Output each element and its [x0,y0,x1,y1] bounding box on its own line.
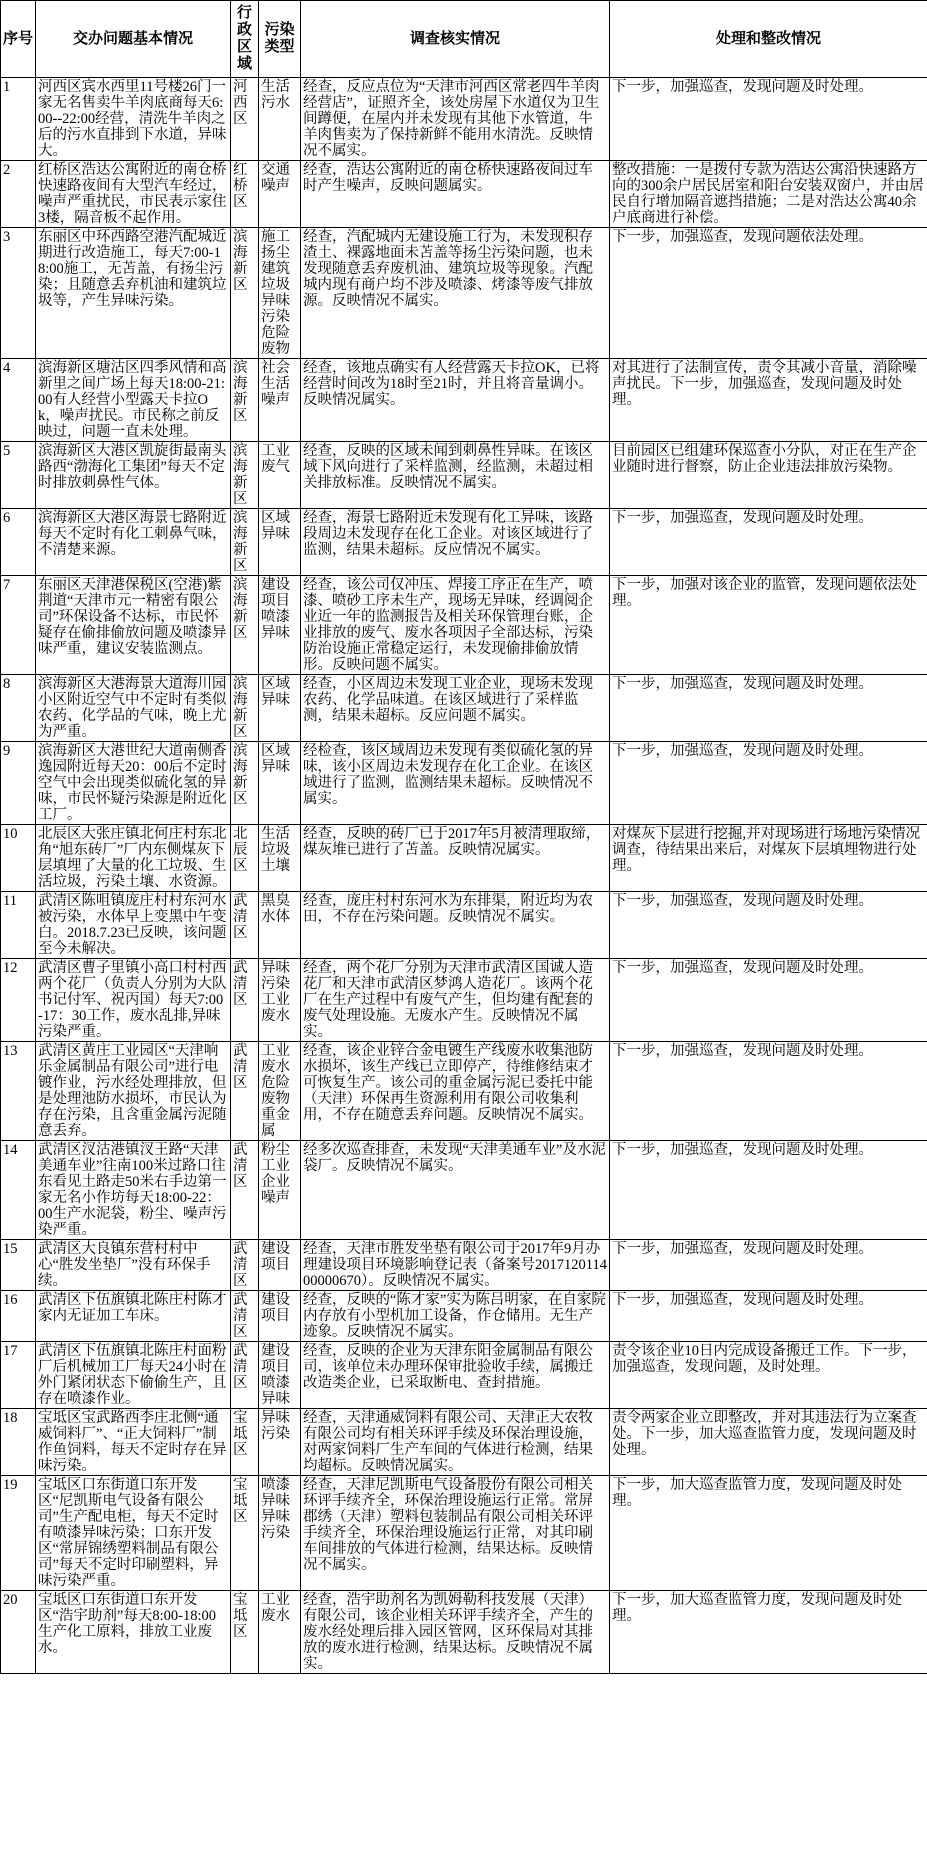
cell-serial: 7 [1,576,36,675]
cell-region: 北辰区 [231,825,259,892]
cell-investigation: 经查，天津通威饲料有限公司、天津正大农牧有限公司均有相关环评手续及环保治理设施，对两家饲料厂生产车间的气体进行检测，结果均超标。反映情况属实。 [301,1409,610,1476]
cell-investigation: 经查，该地点确实有人经营露天卡拉OK，已将经营时间改为18时至21时，并且将音量调小。反映情况属实。 [301,359,610,442]
cell-region: 宝坻区 [231,1591,259,1674]
cell-serial: 13 [1,1042,36,1141]
cell-investigation: 经查，天津尼凯斯电气设备股份有限公司相关环评手续齐全，环保治理设施运行正常。常屏郡绣（天津）塑料包装制品有限公司相关环评手续齐全，环保治理设施运行正常，对其印刷车间排放的气体进行检测，结果达标。反映情况不属实。 [301,1476,610,1591]
cell-region: 滨海新区 [231,576,259,675]
cell-investigation: 经查，该企业锌合金电镀生产线废水收集池防水损坏，该生产线已立即停产，待维修结束才可恢复生产。该公司的重金属污泥已委托中能（天津）环保再生资源利用有限公司收集利用，不存在随意丢弃问题。反映情况不属实。 [301,1042,610,1141]
cell-investigation: 经查，小区周边未发现工业企业，现场未发现农药、化学品味道。在该区域进行了采样监测，结果未超标。反应问题不属实。 [301,675,610,742]
cell-issue: 滨海新区大港海景大道海川园小区附近空气中不定时有类似农药、化学品的气味，晚上尤为严重。 [36,675,231,742]
cell-region: 红桥区 [231,161,259,228]
cell-action: 下一步，加强巡查，发现问题及时处理。 [610,509,927,576]
table-row [1,1342,927,1409]
cell-issue: 滨海新区大港区海景七路附近每天不定时有化工刺鼻气味，不清楚来源。 [36,509,231,576]
col-header-issue: 交办问题基本情况 [36,1,231,78]
cell-region: 滨海新区 [231,509,259,576]
cell-serial: 17 [1,1342,36,1409]
cell-region: 武清区 [231,1042,259,1141]
cell-region: 宝坻区 [231,1409,259,1476]
cell-region: 宝坻区 [231,1476,259,1591]
cell-serial: 8 [1,675,36,742]
cell-investigation: 经查，反映的企业为天津东阳金属制品有限公司，该单位未办理环保审批验收手续，属搬迁改造类企业，已采取断电、查封措施。 [301,1342,610,1409]
cell-action: 目前园区已组建环保巡查小分队，对正在生产企业随时进行督察，防止企业违法排放污染物。 [610,442,927,509]
cell-issue: 武清区汊沽港镇汊王路“天津美通车业”往南100米过路口往东看见土路走50米右手边第一家无名小作坊每天18:00-22：00生产水泥袋，粉尘、噪声污染严重。 [36,1141,231,1240]
cell-investigation: 经查，反应点位为“天津市河西区常老四牛羊肉经营店”，证照齐全，该处房屋下水道仅为卫生间蹲便，在屋内并未发现有其他下水管道，牛羊肉售卖为了保持新鲜不能用水清洗。反映情况不属实。 [301,78,610,161]
cell-pollution-type: 黑臭水体 [259,892,301,959]
cell-investigation: 经查，两个花厂分别为天津市武清区国诚人造花厂和天津市武清区梦鸿人造花厂。该两个花厂在生产过程中有废气产生，但均建有配套的废气处理设施。无废水产生。反映情况不属实。 [301,959,610,1042]
table-row [1,959,927,1042]
cell-action: 责令该企业10日内完成设备搬迁工作。下一步，加强巡查，发现问题，及时处理。 [610,1342,927,1409]
cell-investigation: 经查，浩宇助剂名为凯姆勒科技发展（天津）有限公司，该企业相关环评手续齐全，产生的废水经处理后排入园区管网，区环保局对其排放的废水进行检测，结果达标。反映情况不属实。 [301,1591,610,1674]
table-row [1,825,927,892]
cell-region: 武清区 [231,892,259,959]
table-row [1,892,927,959]
table-row [1,228,927,359]
cell-serial: 15 [1,1240,36,1291]
cell-serial: 11 [1,892,36,959]
cell-serial: 12 [1,959,36,1042]
cell-issue: 滨海新区大港区凯旋街最南头路西“渤海化工集团”每天不定时排放刺鼻性气体。 [36,442,231,509]
table-row [1,1042,927,1141]
table-row [1,509,927,576]
table-body [1,78,927,1674]
table-row [1,1409,927,1476]
cell-pollution-type: 建设项目 [259,1291,301,1342]
cell-pollution-type: 工业废水 [259,1591,301,1674]
table-row [1,742,927,825]
col-header-region: 行政区域 [231,1,259,78]
cell-region: 武清区 [231,959,259,1042]
cell-pollution-type: 社会生活噪声 [259,359,301,442]
cell-issue: 武清区陈咀镇庞庄村村东河水被污染，水体早上变黑中午变白。2018.7.23已反映，该问题至今未解决。 [36,892,231,959]
cell-region: 滨海新区 [231,228,259,359]
cell-pollution-type: 区域异味 [259,509,301,576]
col-header-investigation: 调查核实情况 [301,1,610,78]
cell-action: 下一步，加强巡查，发现问题及时处理。 [610,675,927,742]
cell-pollution-type: 建设项目喷漆异味 [259,1342,301,1409]
table-row [1,1141,927,1240]
cell-issue: 武清区下伍旗镇北陈庄村陈才家内无证加工车床。 [36,1291,231,1342]
cell-action: 责令两家企业立即整改，并对其违法行为立案查处。下一步，加大巡查监管力度，发现问题及时处理。 [610,1409,927,1476]
cell-region: 滨海新区 [231,359,259,442]
cell-issue: 武清区下伍旗镇北陈庄村面粉厂后机械加工厂每天24小时在外门紧闭状态下偷偷生产，且存在喷漆作业。 [36,1342,231,1409]
cell-serial: 18 [1,1409,36,1476]
cell-action: 下一步，加强巡查，发现问题及时处理。 [610,78,927,161]
cell-issue: 北辰区大张庄镇北何庄村东北角“旭东砖厂”厂内东侧煤灰下层填埋了大量的化工垃圾、生活垃圾，污染土壤、水资源。 [36,825,231,892]
cell-investigation: 经查，反映的区域未闻到刺鼻性异味。在该区域下风向进行了采样监测，经监测，未超过相关排放标准。反映情况不属实。 [301,442,610,509]
cell-pollution-type: 工业废气 [259,442,301,509]
cell-serial: 20 [1,1591,36,1674]
cell-pollution-type: 喷漆异味异味污染 [259,1476,301,1591]
cell-serial: 10 [1,825,36,892]
cell-action: 下一步，加强巡查，发现问题及时处理。 [610,742,927,825]
cell-pollution-type: 区域异味 [259,675,301,742]
cell-action: 对煤灰下层进行挖掘,并对现场进行场地污染情况调查，待结果出来后，对煤灰下层填埋物进行处理。 [610,825,927,892]
cell-action: 下一步，加强巡查，发现问题及时处理。 [610,892,927,959]
cell-action: 下一步，加强巡查，发现问题及时处理。 [610,1042,927,1141]
cell-action: 下一步，加大巡查监管力度，发现问题及时处理。 [610,1591,927,1674]
header-row [1,1,927,78]
cell-serial: 2 [1,161,36,228]
cell-action: 下一步，加强对该企业的监管，发现问题依法处理。 [610,576,927,675]
cell-region: 滨海新区 [231,442,259,509]
cell-serial: 1 [1,78,36,161]
table-row [1,78,927,161]
cell-issue: 宝坻区口东街道口东开发区“浩宇助剂”每天8:00-18:00生产化工原料，排放工业废水。 [36,1591,231,1674]
cell-investigation: 经检查，该区域周边未发现有类似硫化氢的异味，该小区周边未发现存在化工企业。在该区域进行了监测，监测结果未超标。反映情况不属实。 [301,742,610,825]
cell-region: 滨海新区 [231,742,259,825]
cell-serial: 19 [1,1476,36,1591]
table-row [1,161,927,228]
cell-pollution-type: 生活污水 [259,78,301,161]
cell-issue: 宝坻区口东街道口东开发区“尼凯斯电气设备有限公司”生产配电柜，每天不定时有喷漆异味污染；口东开发区“常屏锦绣塑料制品有限公司”每天不定时印刷塑料，异味污染严重。 [36,1476,231,1591]
col-header-serial: 序号 [1,1,36,78]
cell-pollution-type: 区域异味 [259,742,301,825]
cell-issue: 武清区大良镇东营村村中心“胜发坐垫厂”没有环保手续。 [36,1240,231,1291]
cell-investigation: 经查，反映的“陈才家”实为陈吕明家，在自家院内存放有小型机加工设备，作仓储用。无生产迹象。反映情况不属实。 [301,1291,610,1342]
cell-issue: 滨海新区大港世纪大道南侧香逸园附近每天20：00后不定时空气中会出现类似硫化氢的异味，市民怀疑污染源是附近化工厂。 [36,742,231,825]
table-row [1,442,927,509]
cell-action: 下一步，加强巡查，发现问题及时处理。 [610,1291,927,1342]
cell-investigation: 经查，天津市胜发坐垫有限公司于2017年9月办理建设项目环境影响登记表（备案号201712011400000670）。反映情况不属实。 [301,1240,610,1291]
table-row [1,1291,927,1342]
cell-pollution-type: 工业废水危险废物重金属 [259,1042,301,1141]
table-row [1,1476,927,1591]
cell-action: 下一步，加强巡查，发现问题及时处理。 [610,1141,927,1240]
cell-serial: 5 [1,442,36,509]
cell-issue: 河西区宾水西里11号楼26门一家无名售卖牛羊肉底商每天6:00--22:00经营，清洗牛羊肉之后的污水直排到下水道，异味大。 [36,78,231,161]
cell-issue: 武清区黄庄工业园区“天津响乐金属制品有限公司”进行电镀作业，污水经处理排放，但是处理池防水损坏，市民认为存在污染，且含重金属污泥随意丢弃。 [36,1042,231,1141]
cell-serial: 4 [1,359,36,442]
cell-action: 对其进行了法制宣传，责令其减小音量，消除噪声扰民。下一步，加强巡查，发现问题及时处理。 [610,359,927,442]
cell-serial: 9 [1,742,36,825]
cell-issue: 东丽区中环西路空港汽配城近期进行改造施工，每天7:00-18:00施工，无苫盖，有扬尘污染；且随意丢弃机油和建筑垃圾等，产生异味污染。 [36,228,231,359]
cell-pollution-type: 生活垃圾土壤 [259,825,301,892]
cell-action: 下一步，加强巡查，发现问题依法处理。 [610,228,927,359]
table-row [1,1591,927,1674]
table-row [1,576,927,675]
col-header-pollution-type: 污染类型 [259,1,301,78]
cell-region: 武清区 [231,1342,259,1409]
col-header-action: 处理和整改情况 [610,1,927,78]
cell-investigation: 经查，海景七路附近未发现有化工异味，该路段周边未发现存在化工企业。对该区域进行了监测，结果未超标。反应情况不属实。 [301,509,610,576]
cell-region: 滨海新区 [231,675,259,742]
table-row [1,359,927,442]
cell-investigation: 经查，庞庄村村东河水为东排渠，附近均为农田，不存在污染问题。反映情况不属实。 [301,892,610,959]
cell-action: 下一步，加强巡查，发现问题及时处理。 [610,959,927,1042]
cell-issue: 红桥区浩达公寓附近的南仓桥快速路夜间有大型汽车经过，噪声严重扰民，市民表示家住3楼，隔音板不起作用。 [36,161,231,228]
cell-issue: 武清区曹子里镇小高口村村西两个花厂（负责人分别为大队书记付军、祝丙国）每天7:00-17：30工作，废水乱排,异味污染严重。 [36,959,231,1042]
cell-region: 武清区 [231,1291,259,1342]
cell-region: 武清区 [231,1141,259,1240]
cell-action: 下一步，加大巡查监管力度，发现问题及时处理。 [610,1476,927,1591]
cell-region: 武清区 [231,1240,259,1291]
cell-pollution-type: 施工扬尘建筑垃圾异味污染危险废物 [259,228,301,359]
cell-issue: 滨海新区塘沽区四季风情和高新里之间广场上每天18:00-21:00有人经营小型露天卡拉Ok，噪声扰民。市民称之前反映过，问题一直未处理。 [36,359,231,442]
cell-serial: 6 [1,509,36,576]
cell-serial: 14 [1,1141,36,1240]
cell-pollution-type: 建设项目 [259,1240,301,1291]
table-row [1,675,927,742]
table-row [1,1240,927,1291]
cell-issue: 宝坻区宝武路西李庄北侧“通威饲料厂”、“正大饲料厂”制作鱼饲料，每天不定时存在异味污染。 [36,1409,231,1476]
cell-investigation: 经多次巡查排查，未发现“天津美通车业”及水泥袋厂。反映情况不属实。 [301,1141,610,1240]
cell-pollution-type: 粉尘工业企业噪声 [259,1141,301,1240]
cell-region: 河西区 [231,78,259,161]
cell-investigation: 经查，浩达公寓附近的南仓桥快速路夜间过车时产生噪声，反映问题属实。 [301,161,610,228]
cell-investigation: 经查，反映的砖厂已于2017年5月被清理取缔，煤灰堆已进行了苫盖。反映情况属实。 [301,825,610,892]
cell-pollution-type: 交通噪声 [259,161,301,228]
cell-pollution-type: 异味污染 [259,1409,301,1476]
cell-pollution-type: 建设项目喷漆异味 [259,576,301,675]
cell-pollution-type: 异味污染工业废水 [259,959,301,1042]
cell-issue: 东丽区天津港保税区(空港)紫荆道“天津市元一精密有限公司”环保设备不达标，市民怀疑存在偷排偷放问题及喷漆异味严重，建议安装监测点。 [36,576,231,675]
cell-investigation: 经查，汽配城内无建设施工行为，未发现积存渣土、裸露地面未苫盖等扬尘污染问题，也未发现随意丢弃废机油、建筑垃圾等现象。汽配城内现有商户均不涉及喷漆、烤漆等废气排放源。反映情况不属实。 [301,228,610,359]
cell-serial: 3 [1,228,36,359]
cell-investigation: 经查，该公司仅冲压、焊接工序正在生产，喷漆、喷砂工序未生产，现场无异味，经调阅企业近一年的监测报告及相关环保管理台账，企业排放的废气、废水各项因子全部达标，污染防治设施正常稳定运行，未发现偷排偷放情形。反映问题不属实。 [301,576,610,675]
cell-serial: 16 [1,1291,36,1342]
cell-action: 下一步，加强巡查，发现问题及时处理。 [610,1240,927,1291]
cell-action: 整改措施：一是拨付专款为浩达公寓沿快速路方向的300余户居民居室和阳台安装双窗户，并由居民自行增加隔音遮挡措施；二是对浩达公寓40余户底商进行补偿。 [610,161,927,228]
